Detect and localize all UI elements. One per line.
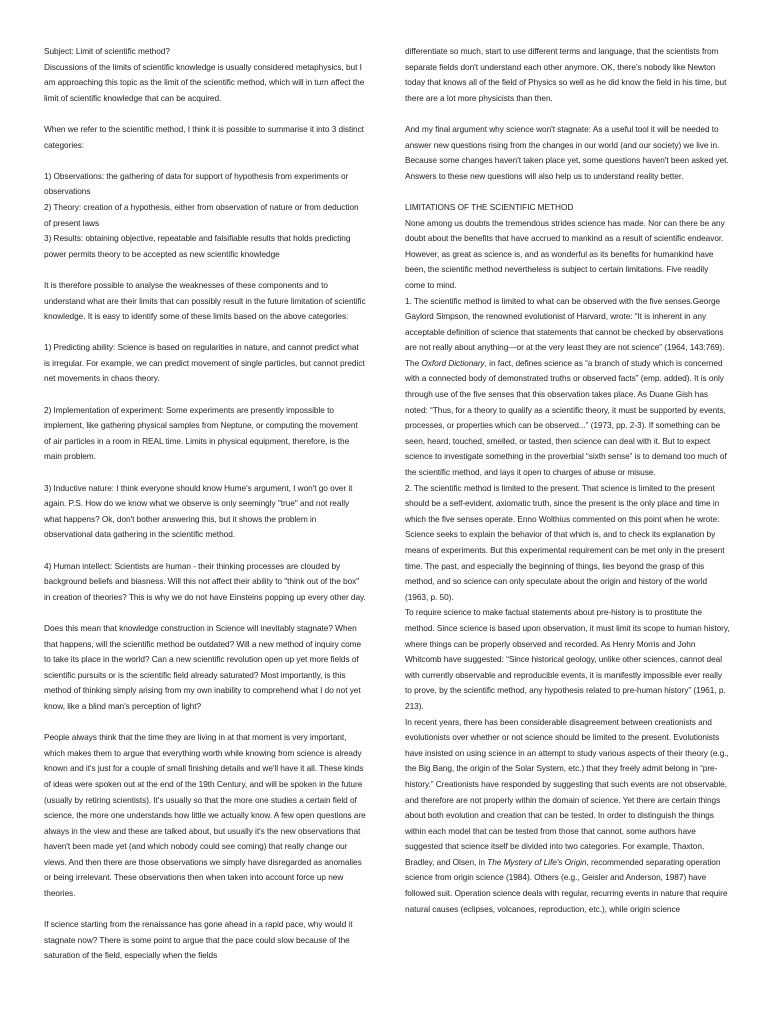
disagreement-text-a: In recent years, there has been considerable disagreement between creationists and evolutionists over whether or not science should be limited to the present. Evolutionists have insisted on using science in an attempt to study various aspects of their theory (e.g., the Big Bang, the origin of the Solar System, etc.) that they freely admit belong in “pre-history.” Creationists have responded by suggesting that such events are not observable, and therefore are not properly within the domain of science. Yet there are certain things about both evolution and creation that can be tested. In order to distinguish the things within each model that can be tested from those that cannot, some authors have suggested that science itself be divided into two categories. For example, Thaxton, Bradley, and Olsen, in: [405, 716, 729, 867]
categories-list: 1) Observations: the gathering of data for support of hypothesis from experiments or observations 2) Theory: creation of a hypothesis, either from observation of nature or from deduction of present laws 3) Results: obtaining objective, repeatable and falsifiable results that holds predicting power permits theory to be accepted as new scientific knowledge: [44, 170, 359, 259]
section-heading: LIMITATIONS OF THE SCIENTIFIC METHOD: [405, 201, 574, 212]
disagreement-text-b: , recommended separating operation science from origin science (1984). Others (e.g., Geisler and Anderson, 1987) have followed suit. Operation science deals with regular, recurring events in nature that require natural causes (eclipses, volcanoes, reproduction, etc.), while origin science: [405, 856, 728, 914]
renaissance-paragraph: If science starting from the renaissance has gone ahead in a rapid pace, why would it stagnate now? There is some point to argue that the pace could slow because of the saturation of the field, especially when the fields: [44, 919, 353, 961]
prehistory-paragraph: To require science to make factual statements about pre-history is to prostitute the method. Since science is based upon observation, it must limit its scope to human history, where things can be properly observed and recorded. As Henry Morris and John Whitcomb have suggested: “Since historical geology, unlike other sciences, cannot deal with currently observable and reproducible events, it is manifestly impossible ever really to prove, by the scientific method, any hypothesis related to pre-human history” (1961, p. 213).: [405, 607, 730, 711]
differentiate-paragraph: differentiate so much, start to use different terms and language, that the scientists from separate fields don't understand each other anymore. OK, there's nobody like Newton today that knows all of the field of Physics so well as he did know the field in his time, but there are a lot more physicists than then.: [405, 46, 727, 103]
final-argument-paragraph: And my final argument why science won't stagnate: As a useful tool it will be needed to answer new questions rising from the changes in our world (and our society) we live in. Because some changes haven't taken place yet, some questions haven't been asked yet. Answers to these new questions will also help us to understand reality better.: [405, 123, 729, 181]
limit-predicting-ability: 1) Predicting ability: Science is based on regularities in nature, and cannot predict what is irregular. For example, we can predict movement of single particles, but cannot predict net movements in chaos theory.: [44, 342, 365, 384]
limit-human-intellect: 4) Human intellect: Scientists are human - their thinking processes are clouded by background beliefs and biasness. Will this not affect their ability to "think out of the box" in creation of theories? This is why we do not have Einsteins popping up every other day.: [44, 560, 366, 602]
limit-inductive-nature: 3) Inductive nature: I think everyone should know Hume's argument, I won't go over it again. P.S. How do we know what we observe is only seemingly "true" and not really what happens? Ok, don't bother answering this, but it shows the problem in observational data gathering in the scientific method.: [44, 482, 353, 540]
categories-intro-paragraph: When we refer to the scientific method, I think it is possible to summarise it into 3 distinct categories:: [44, 123, 364, 150]
limitation-2-paragraph: 2. The scientific method is limited to the present. That science is limited to the present should be a self-evident, axiomatic truth, since the present is the only place and time in which the five senses operate. Enno Wolthius commented on this point when he wrote:: [405, 482, 720, 524]
limitations-intro-paragraph: None among us doubts the tremendous strides science has made. Nor can there be any doubt about the benefits that have accrued to mankind as a result of scientific endeavor. However, as great as science is, and as wonderful as its benefits for humankind have been, the scientific method nevertheless is subject to certain limitations. Five readily come to mind.: [405, 217, 725, 290]
right-column: [405, 44, 730, 917]
wolthius-quote: Science seeks to explain the behavior of that which is, and to check its explanation by means of experiments. But this experimental requirement can be met only in the present time. The past, and especially the beginning of things, lies beyond the grasp of this method, and so science can only speculate about the origin and history of the world (1963, p. 50).: [405, 529, 725, 602]
limit-implementation: 2) Implementation of experiment: Some experiments are presently impossible to implement, like gathering physical samples from Neptune, or computing the movement of air particles in a room in REAL time. Limits in physical equipment, therefore, is the main problem.: [44, 404, 358, 462]
stagnation-question-paragraph: Does this mean that knowledge construction in Science will inevitably stagnate? When that happens, will the scientific method be outdated? Will a new method of inquiry come to take its place in the world? Can a new scientific revolution open up yet more fields of scientific pursuits or is the scientific field already saturated? Most importantly, is this method of thinking simply arising from my own inability to comprehend what I do not yet know, like a blind man's perception of light?: [44, 622, 362, 711]
subject-paragraph: Subject: Limit of scientific method? Discussions of the limits of scientific knowledge is usually considered metaphysics, but I am approaching this topic as the limit of the scientific method, which will in turn affect the limit of scientific knowledge that can be acquired.: [44, 46, 365, 103]
people-think-paragraph: People always think that the time they are living in at that moment is very important, which makes them to argue that everything worth while knowing from science is already known and it's just for a couple of small finishing details and we'll have it all. These kinds of ideas were spoken out at the end of the 19th Century, and will be spoken in the future (usually by retiring scientists). It's usually so that the more one studies a certain field of science, the more one understands how little we actually know. A few open questions are always in the view and these are talked about, but usually it's the new observations that haven't been made yet (and which nobody could see coming) that really change our views. And then there are those observations we simply have disregarded as anomalies or being irrelevant. These observations then when taken into account force up new theories.: [44, 732, 366, 899]
limitation-1-text-b: , in fact, defines science as “a branch of study which is concerned with a connected body of demonstrated truths or observed facts” (emp. added). It is only through use of the five senses that this observation takes place. As Duane Gish has noted: “Thus, for a theory to qualify as a scientific theory, it must be supported by events, processes, or properties which can be observed...” (1973, pp. 2-3). If something can be seen, heard, touched, smelled, or tasted, then science can deal with it. But to expect science to investigate something in the proverbial “sixth sense” is to demand too much of the scientific method, and lays it open to charges of abuse or misuse.: [405, 357, 727, 478]
limitation-1-paragraph: [405, 294, 730, 481]
mystery-of-life-title: The Mystery of Life's Origin: [487, 856, 587, 867]
limitation-1-text-a: 1. The scientific method is limited to what can be observed with the five senses.George Gaylord Simpson, the renowned evolutionist of Harvard, wrote: “It is inherent in any acceptable definition of science that statements that cannot be checked by observations are not really about anything—or at the very least they are not science” (1964, 143:769). The: [405, 295, 725, 368]
left-column: [44, 44, 366, 964]
oxford-dictionary-title: Oxford Dictionary: [421, 357, 485, 368]
disagreement-paragraph: [405, 715, 730, 918]
weaknesses-paragraph: It is therefore possible to analyse the weaknesses of these components and to understand what are their limits that can possibly result in the future limitation of scientific knowledge. It is easy to identify some of these limits based on the above categories:: [44, 279, 366, 322]
